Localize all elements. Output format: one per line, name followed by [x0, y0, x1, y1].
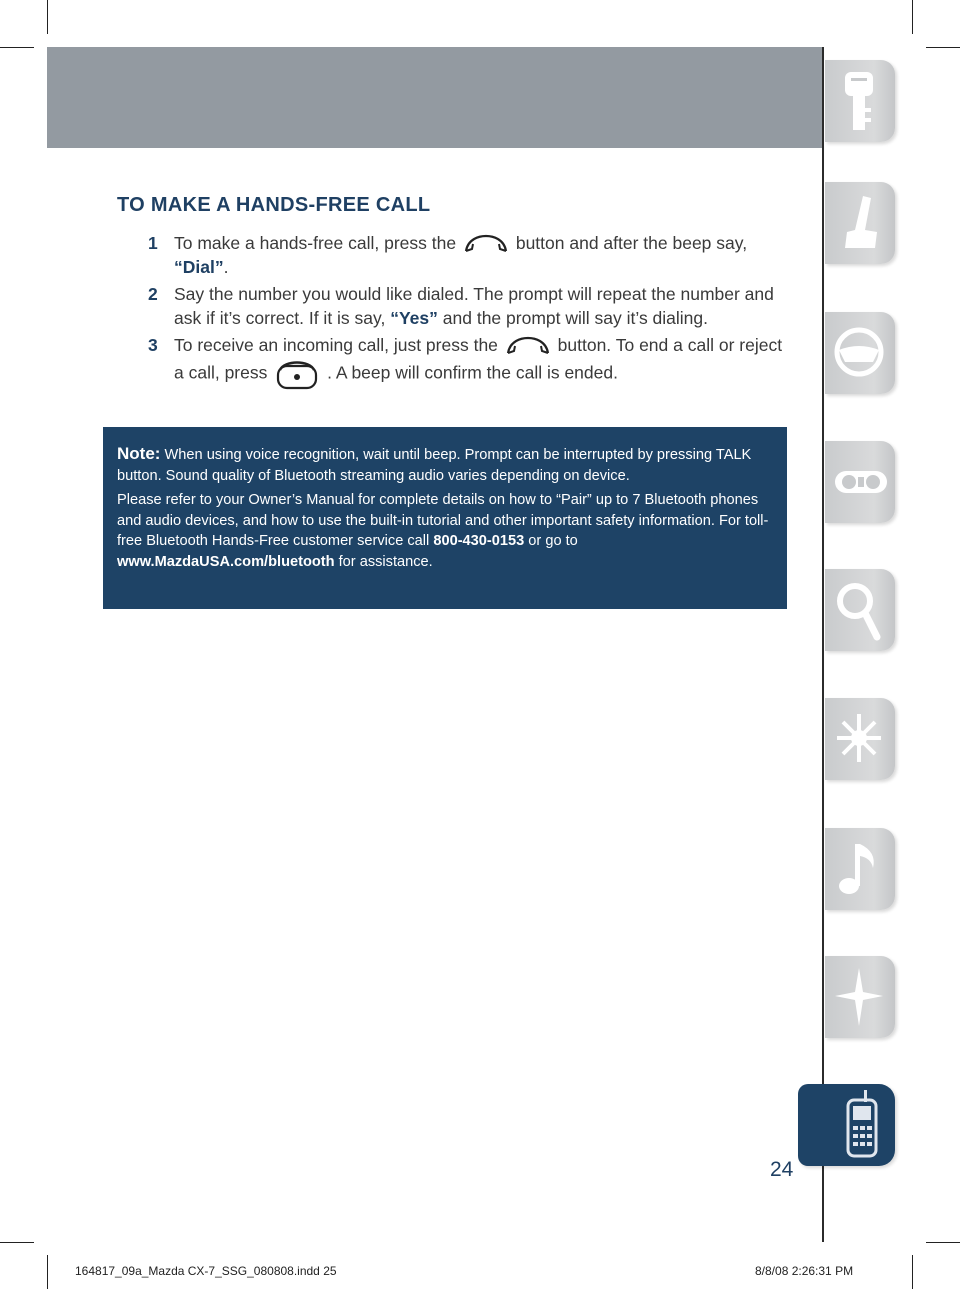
- step-number: 2: [148, 284, 158, 304]
- hang-up-phone-icon: [274, 358, 320, 390]
- bluetooth-url: www.MazdaUSA.com/bluetooth: [117, 553, 335, 570]
- tab-audio[interactable]: [825, 828, 895, 910]
- tab-seats[interactable]: [825, 182, 895, 264]
- compass-icon: [833, 966, 885, 1028]
- print-slug-timestamp: 8/8/08 2:26:31 PM: [755, 1264, 854, 1278]
- step-1: 1 To make a hands-free call, press the button and after the beep say, “Dial”.: [148, 233, 748, 277]
- note-paragraph-2: Please refer to your Owner’s Manual for complete details on how to “Pair” up to 7 Bluetooth phones and audio devices, and how to use the built-in tutorial and other important safety information. For toll-free Bluetooth Hands-Free customer service call 800-430-0153 or go to www.MazdaUSA.com/bluetooth for assistance.: [117, 492, 769, 570]
- header-banner: [47, 47, 823, 148]
- step-2: 2 Say the number you would like dialed. The prompt will repeat the number and ask if it’s correct. If it is say, “Yes” and the prompt will say it’s dialing.: [148, 284, 774, 328]
- talk-phone-icon: [463, 234, 509, 254]
- steps-list: [140, 232, 790, 394]
- gauge-cluster-icon: [833, 451, 889, 513]
- crop-mark: [47, 1255, 48, 1289]
- note-box: [103, 427, 787, 609]
- tab-climate[interactable]: [825, 698, 895, 780]
- tab-phone[interactable]: [798, 1084, 895, 1166]
- step-number: 1: [148, 233, 158, 253]
- crop-mark: [912, 1255, 913, 1289]
- step-number: 3: [148, 335, 158, 355]
- tab-instruments[interactable]: [825, 441, 895, 523]
- tab-keys[interactable]: [825, 60, 895, 142]
- step-3: 3 To receive an incoming call, just press the button. To end a call or reject a call, press . A beep will confirm the call is ended.: [140, 334, 790, 390]
- crop-mark: [0, 47, 34, 48]
- seat-icon: [833, 192, 885, 254]
- section-heading: TO MAKE A HANDS-FREE CALL: [117, 194, 431, 216]
- page-divider: [822, 47, 824, 1242]
- key-icon: [833, 70, 885, 132]
- phone-icon: [842, 1090, 882, 1160]
- music-note-icon: [833, 838, 885, 900]
- note-label: Note:: [117, 444, 161, 463]
- note-paragraph-1: Note: When using voice recognition, wait until beep. Prompt can be interrupted by pressing TALK button. Sound quality of Bluetooth streaming audio varies depending on device.: [117, 444, 752, 484]
- crop-mark: [926, 1242, 960, 1243]
- climate-fan-icon: [833, 708, 885, 770]
- magnifier-icon: [833, 579, 885, 641]
- crop-mark: [926, 47, 960, 48]
- crop-mark: [47, 0, 48, 34]
- crop-mark: [912, 0, 913, 34]
- print-slug-file: 164817_09a_Mazda CX-7_SSG_080808.indd 25: [75, 1264, 337, 1278]
- tab-navigation[interactable]: [825, 956, 895, 1038]
- talk-phone-icon: [505, 336, 551, 356]
- steering-wheel-icon: [833, 322, 885, 384]
- page-number: 24: [770, 1158, 794, 1181]
- service-phone-number: 800-430-0153: [433, 533, 525, 549]
- crop-mark: [0, 1242, 34, 1243]
- tab-steering[interactable]: [825, 312, 895, 394]
- tab-search[interactable]: [825, 569, 895, 651]
